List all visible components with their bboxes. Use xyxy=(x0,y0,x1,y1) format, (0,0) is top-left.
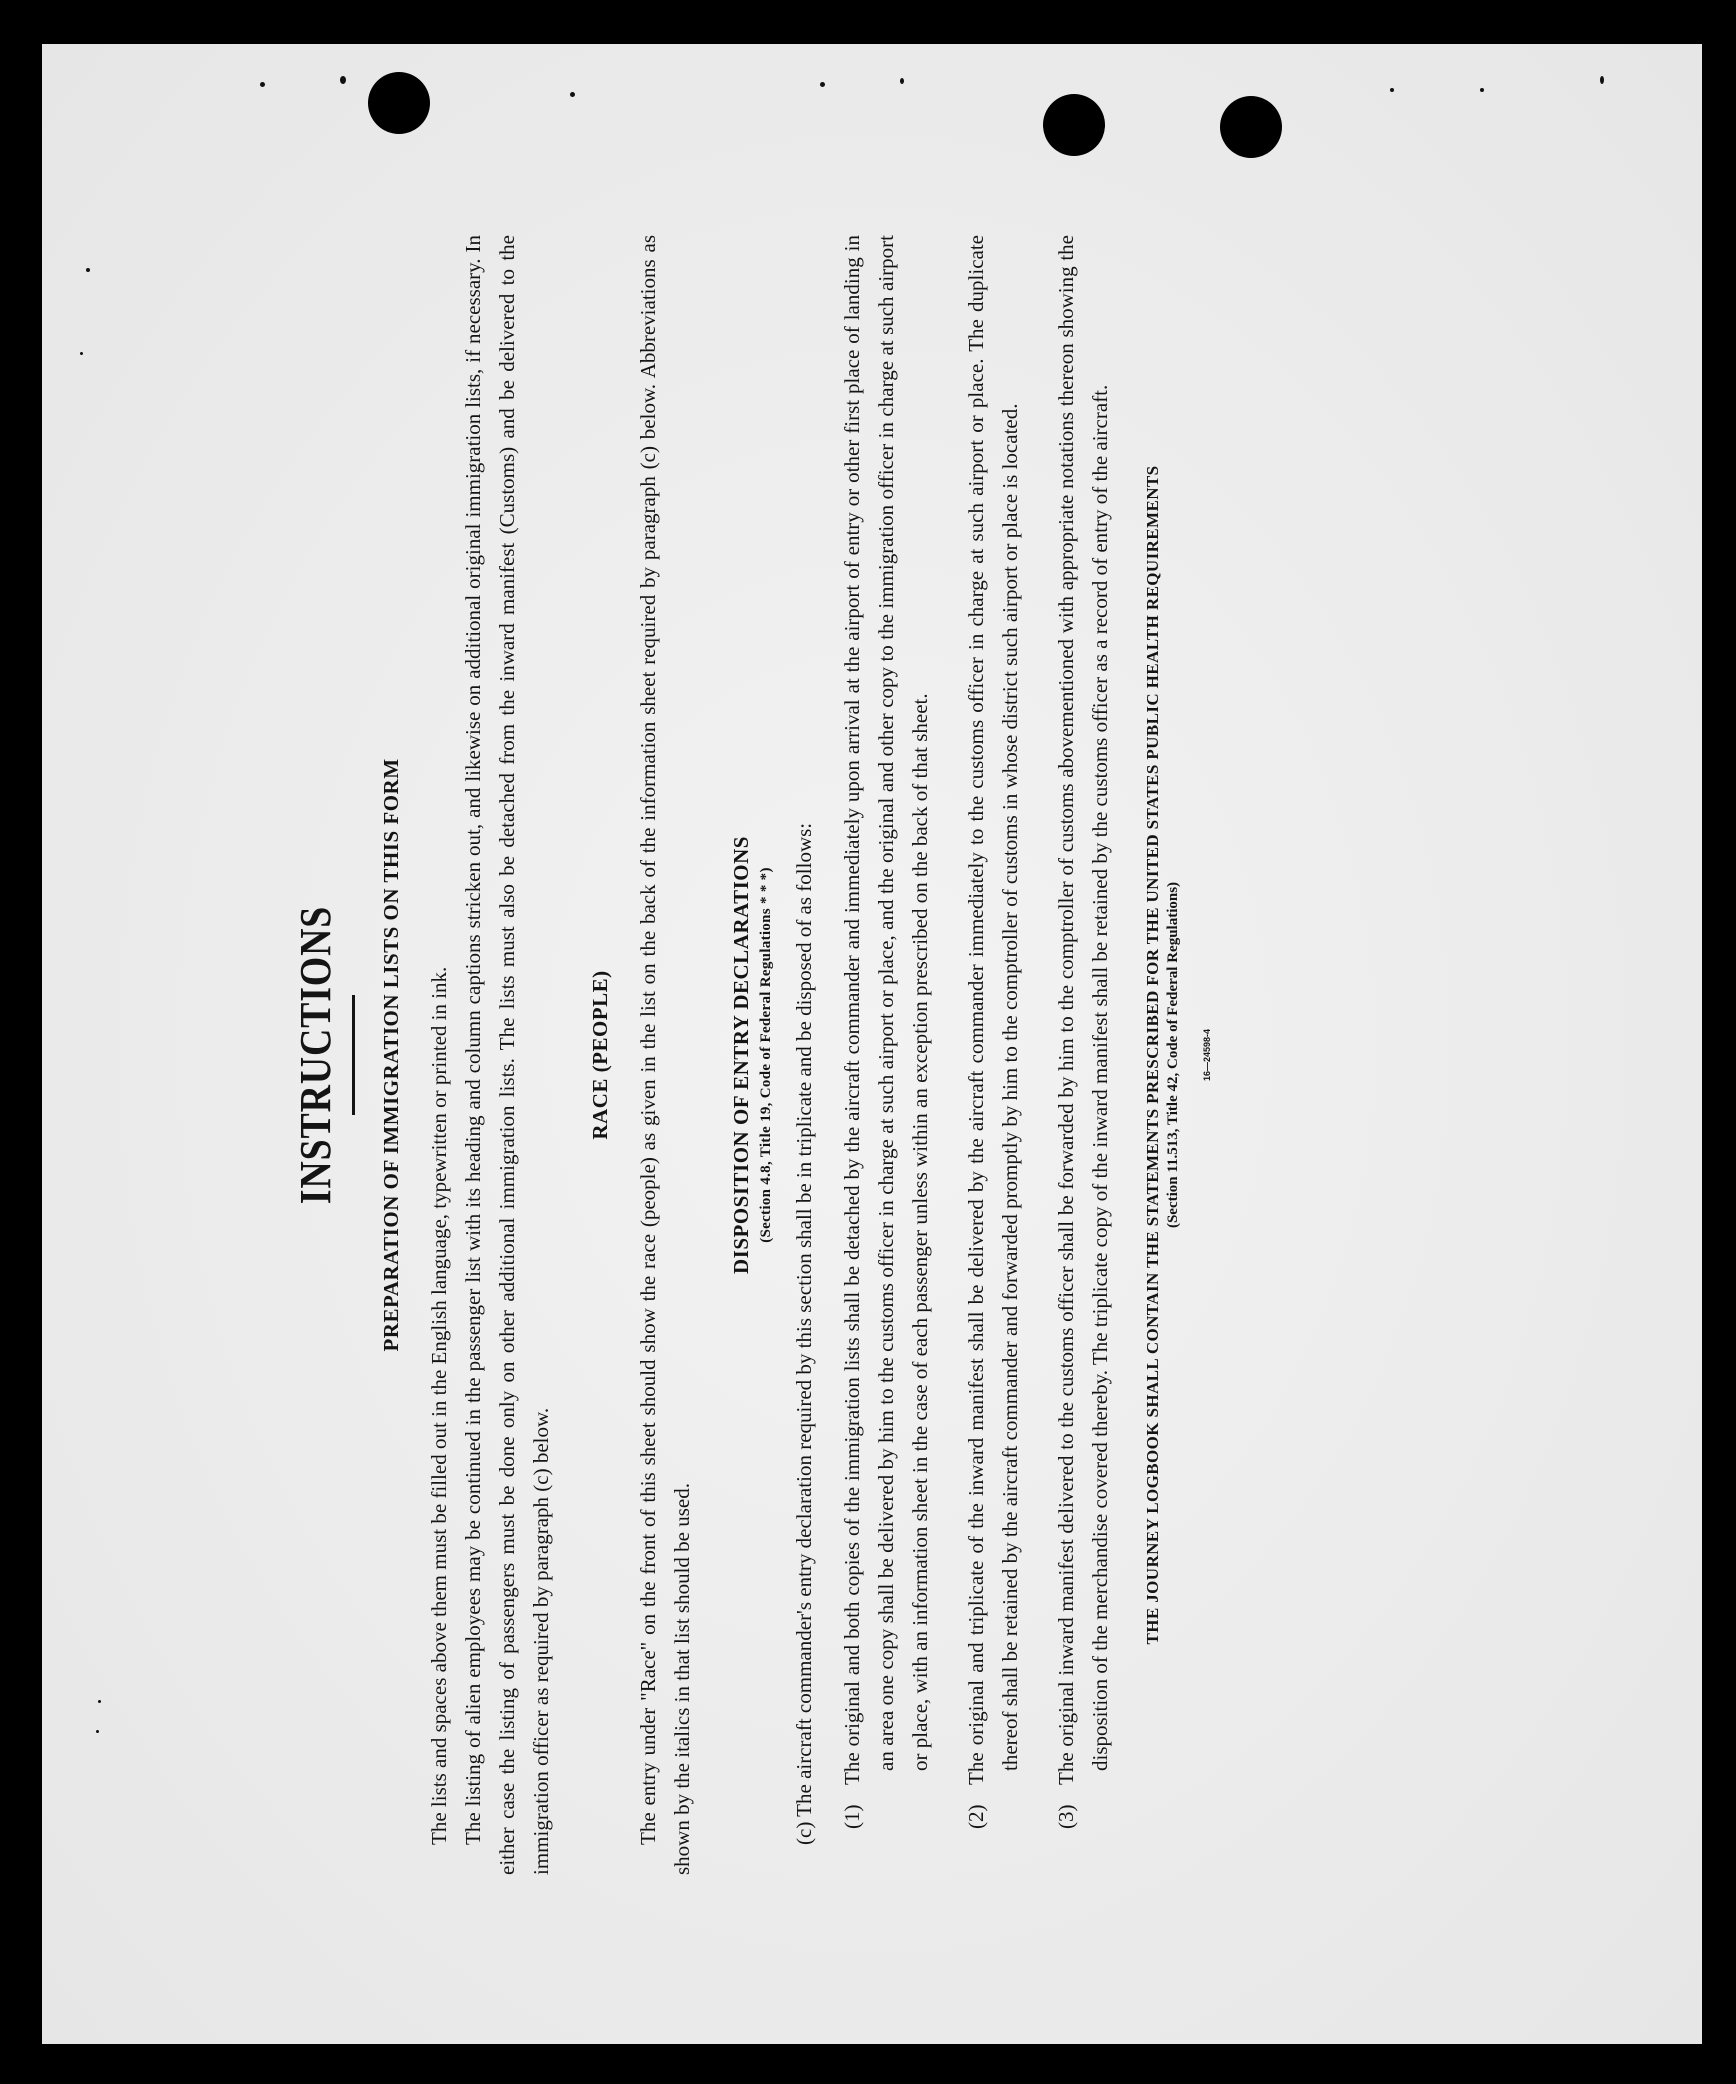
section-heading-disposition: DISPOSITION OF ENTRY DECLARATIONS xyxy=(729,836,753,1274)
punch-hole xyxy=(1220,96,1282,158)
item-number: (2) xyxy=(964,1804,988,1829)
section-race xyxy=(588,235,699,1875)
disposition-item xyxy=(835,235,937,1829)
preparation-para-2: The listing of alien employees may be continued in the passenger list with its heading and column captions stricken out, and likewise on additional original immigration lists, if necessary. In either case the listing of passengers must be done only on other additional immigration lists. The lists must also be detached from the inward manifest (Customs) and be delivered to the immigration officer as required by paragraph (c) below. xyxy=(461,235,553,1875)
speck-mark xyxy=(340,76,346,84)
race-para-1: The entry under "Race" on the front of this sheet should show the race (people) as given in the list on the back of the information sheet required by paragraph (c) below. Abbreviations as shown by the italics in that list should be used. xyxy=(636,235,694,1875)
disposition-para-c: (c) The aircraft commander's entry declaration required by this section shall be in triplicate and be disposed of as follows: xyxy=(792,822,816,1845)
footer-requirement: THE JOURNEY LOGBOOK SHALL CONTAIN THE STATEMENTS PRESCRIBED FOR THE UNITED STATES PUBLIC HEALTH REQUIREMENTS xyxy=(1143,465,1162,1645)
disposition-item xyxy=(1049,235,1117,1829)
title-rule xyxy=(352,995,355,1115)
preparation-para-1: The lists and spaces above them must be filled out in the English language, typewritten or printed in ink. xyxy=(427,966,451,1845)
section-disposition xyxy=(729,235,1117,1875)
document-title: INSTRUCTIONS xyxy=(291,905,340,1205)
speck-mark xyxy=(260,82,265,87)
speck-mark xyxy=(820,82,825,87)
disposition-item xyxy=(959,235,1027,1829)
footer-citation: (Section 11.513, Title 42, Code of Federal Regulations) xyxy=(1165,881,1181,1229)
punch-hole xyxy=(1043,94,1105,156)
item-text: The original inward manifest delivered to the customs officer shall be forwarded by him to the comptroller of customs abovementioned with appropriate notations thereon showing the disposition of the merchandise covered thereby. The triplicate copy of the inward manifest shall be retained by the customs officer as a record of entry of the aircraft. xyxy=(1054,235,1112,1785)
speck-mark xyxy=(96,1730,99,1733)
speck-mark xyxy=(80,352,83,355)
disposition-citation: (Section 4.8, Title 19, Code of Federal Regulations * * *) xyxy=(758,867,774,1243)
item-number: (1) xyxy=(840,1804,864,1829)
section-heading-race: RACE (PEOPLE) xyxy=(588,970,612,1140)
item-text: The original and both copies of the immigration lists shall be detached by the aircraft commander and immediately upon arrival at the airport of entry or other first place of landing in an area one copy shall be delivered by him to the customs officer in charge at such airport or place, and the original and other copy to the immigration officer in charge at such airport or place, with an information sheet in the case of each passenger unless within an exception prescribed on the back of that sheet. xyxy=(840,235,932,1785)
speck-mark xyxy=(900,78,904,84)
speck-mark xyxy=(1390,88,1394,92)
speck-mark xyxy=(86,268,90,272)
punch-hole xyxy=(368,72,430,134)
section-preparation xyxy=(379,235,558,1875)
speck-mark xyxy=(1600,76,1604,84)
item-text: The original and triplicate of the inward manifest shall be delivered by the aircraft commander immediately to the customs officer in charge at such airport or place. The duplicate thereof shall be retained by the aircraft commander and forwarded promptly by him to the comptroller of customs in whose district such airport or place is located. xyxy=(964,235,1022,1785)
form-number: 16—24598-4 xyxy=(1202,1028,1212,1082)
section-heading-preparation: PREPARATION OF IMMIGRATION LISTS ON THIS FORM xyxy=(379,758,403,1352)
speck-mark xyxy=(98,1700,101,1703)
item-number: (3) xyxy=(1054,1804,1078,1829)
speck-mark xyxy=(1480,88,1484,92)
speck-mark xyxy=(570,92,575,97)
rotated-content xyxy=(290,235,1350,1875)
